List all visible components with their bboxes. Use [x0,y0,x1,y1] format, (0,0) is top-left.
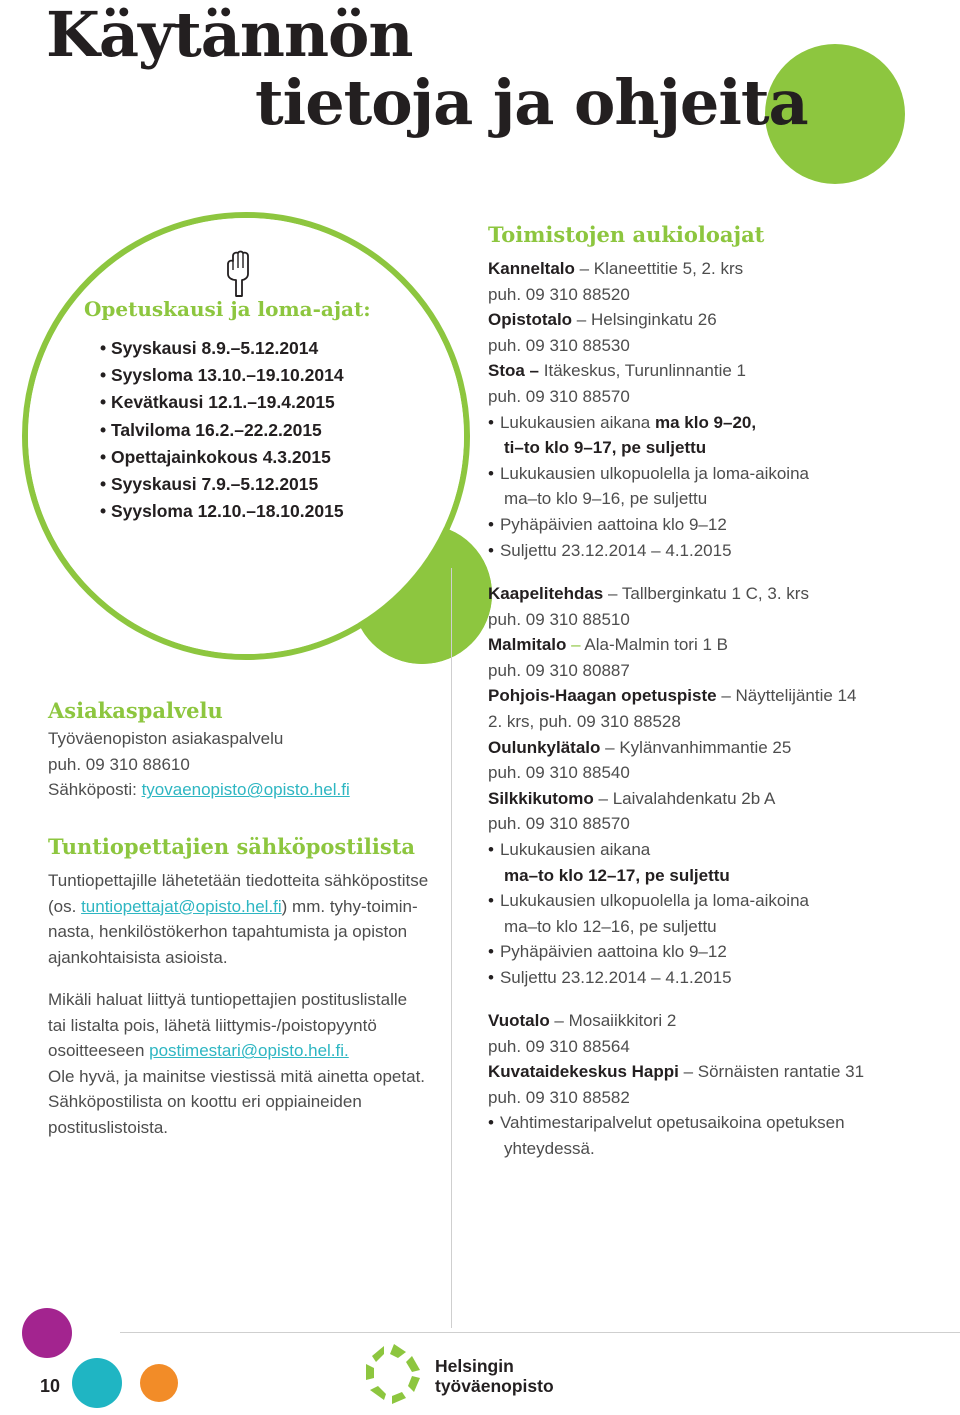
page-title-line2: tietoja ja ohjeita [255,66,808,139]
office-name: Silkkikutomo [488,788,594,808]
office-name: Malmitalo [488,635,567,655]
customer-service-block [48,726,448,803]
office-name: Kaapelitehdas [488,584,604,603]
customer-service-email-row: Sähköposti: tyovaenopisto@opisto.hel.fi [48,780,350,800]
office-name: Opistotalo [488,310,573,330]
customer-service-name: Työväenopiston asiakaspalvelu [48,729,284,748]
orange-dot-decoration [140,1364,178,1402]
cyan-dot-decoration [72,1358,122,1408]
purple-dot-decoration [22,1308,72,1358]
offices-block-2: Kaapelitehdas – Tallberginkatu 1 C, 3. krs puh. 09 310 88510 Malmitalo – Ala-Malmin tori 1 B puh. 09 310 80887 Pohjois-Haagan opetuspiste – Näyttelijäntie 14 2. krs, puh. 09 310 88528 Oulunkylätalo – Kylänvanhimmantie 25 puh. 09 310 88540 Silkkikutomo – Laivalahdenkatu 2b A puh. 09 310 88570 • Lukukausien aikana ma–to klo 12–17, pe suljettu • Lukukausien ulkopuolella ja loma-aikoina ma–to klo 12–16, pe suljettu • Pyhäpäivien aattoina klo 9–12 • Suljettu 23.12.2014 – 4.1.2015 [488,581,948,991]
mailing-list-paragraph-1: Tuntiopettajille lähetetään tiedotteita sähköpostitse (os. tuntiopettajat@opisto.hel.fi) mm. tyhy-toimin- nasta, henkilöstökerhon tapahtumista ja opiston ajankohtaisista asioista. [48,871,429,967]
customer-service-phone: puh. 09 310 88610 [48,754,190,774]
offices-block-1: Kanneltalo – Klaneettitie 5, 2. krs puh. 09 310 88520 Opistotalo – Helsinginkatu 26 puh. 09 310 88530 Stoa – Itäkeskus, Turunlinnantie 1 puh. 09 310 88570 • Lukukausien aikana ma klo 9–20, ti–to klo 9–17, pe suljettu • Lukukausien ulkopuolella ja loma-aikoina ma–to klo 9–16, pe suljettu • Pyhäpäivien aattoina klo 9–12 • Suljettu 23.12.2014 – 4.1.2015 [488,256,948,563]
mailing-list-heading: Tuntiopettajien sähköpostilista [48,834,416,859]
list-item: • Talviloma 16.2.–22.2.2015 [100,417,430,444]
office-name: Stoa – [488,361,540,381]
footer-divider [120,1332,960,1333]
offices-block-3: Vuotalo – Mosaiikkitori 2 puh. 09 310 88564 Kuvataidekeskus Happi – Sörnäisten rantatie 31 puh. 09 310 88582 • Vahtimestaripalvelut opetusaikoina opetuksen yhteydessä. [488,1008,948,1162]
customer-service-email-link[interactable]: tyovaenopisto@opisto.hel.fi [141,780,350,800]
list-item: • Syyskausi 7.9.–5.12.2015 [100,471,430,498]
office-name: Vuotalo [488,1011,550,1030]
offices-heading: Toimistojen aukioloajat [488,222,765,247]
office-name: Oulunkylätalo [488,737,601,757]
terms-list [100,335,430,525]
office-name: Kuvataidekeskus Happi [488,1062,679,1082]
list-item: • Syysloma 13.10.–19.10.2014 [100,362,430,389]
list-item: • Syysloma 12.10.–18.10.2015 [100,498,430,525]
list-item: • Kevätkausi 12.1.–19.4.2015 [100,389,430,416]
page-number: 10 [40,1376,61,1396]
column-divider [451,568,452,1328]
office-name: Kanneltalo [488,259,575,278]
helsinki-logo-icon [362,1342,426,1406]
logo-text: Helsingin työväenopisto [435,1356,554,1396]
page-title-line1: Käytännön [46,0,413,71]
terms-heading: Opetuskausi ja loma-ajat: [84,297,371,321]
postmaster-email-link[interactable]: postimestari@opisto.hel.fi. [149,1041,349,1061]
list-item: • Opettajainkokous 4.3.2015 [100,444,430,471]
teachers-email-link[interactable]: tuntiopettajat@opisto.hel.fi [81,896,282,916]
list-item: • Syyskausi 8.9.–5.12.2014 [100,335,430,362]
pointing-hand-icon [222,250,254,298]
customer-service-heading: Asiakaspalvelu [48,698,223,723]
office-name: Pohjois-Haagan opetuspiste [488,686,717,706]
mailing-list-paragraph-2: Mikäli haluat liittyä tuntiopettajien postituslistalle tai listalta pois, lähetä liittymis-/poistopyyntö osoitteeseen postimestari@opisto.hel.fi. Ole hyvä, ja mainitse viestissä mitä ainetta opetat. Sähköpostilista on koottu eri oppiaineiden postituslistoista. [48,990,426,1137]
